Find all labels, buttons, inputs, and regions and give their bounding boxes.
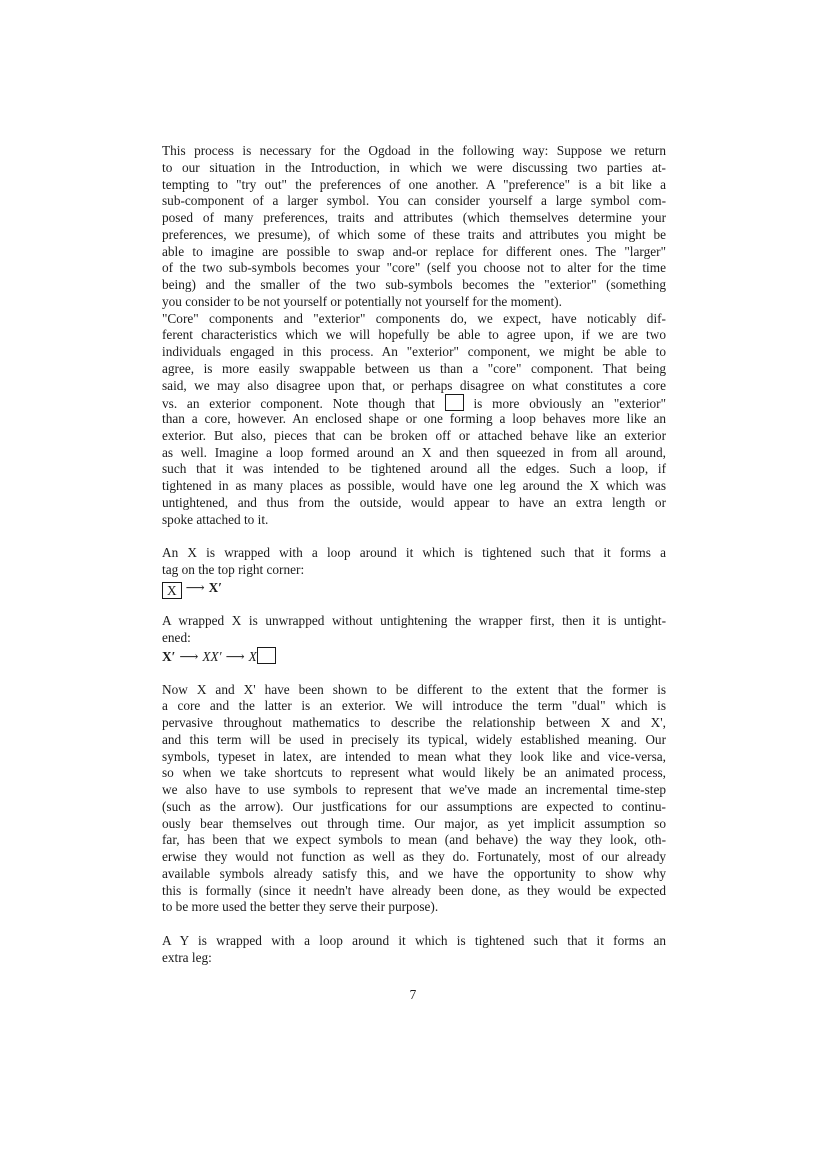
text-line: able to imagine are possible to swap and-or replace for different ones. The "larger" [162, 243, 666, 259]
text-line: than a core, however. An enclosed shape or one forming a loop behaves more like an [162, 411, 666, 426]
text-line: as well. Imagine a loop formed around an X and then squeezed in from all around, [162, 444, 666, 460]
text-line: ferent characteristics which we will hopefully be able to agree upon, if we are two [162, 327, 666, 343]
text-line: far, has been that we expect symbols to mean (and behave) the way they look, oth- [162, 832, 666, 848]
text-line: An X is wrapped with a loop around it which is tightened such that it forms a [162, 545, 666, 560]
equation-x-wrap [162, 579, 666, 597]
text-after-box: is more obviously an "exterior" [473, 396, 667, 412]
text-line: you consider to be not yourself or potentially not yourself for the moment). [162, 293, 562, 309]
equation-x-unwrap [162, 647, 666, 665]
text-line: Now X and X' have been shown to be different to the extent that the former is [162, 681, 666, 697]
text-line: tightened in as many places as possible, would have one leg around the X which was [162, 478, 666, 493]
text-line: spoke attached to it. [162, 511, 269, 527]
empty-box-symbol [445, 394, 464, 411]
x-prime-symbol: X′ [162, 648, 176, 664]
text-line: to be more used the better they serve their purpose). [162, 899, 439, 915]
page-number: 7 [409, 987, 417, 1002]
paragraph-y-wrapped [162, 933, 666, 967]
text-line: exterior. But also, pieces that can be broken off or attached behave like an exterior [162, 427, 666, 443]
long-right-arrow: ⟶ [179, 648, 199, 664]
text-line: This process is necessary for the Ogdoad in the following way: Suppose we return [162, 143, 666, 158]
text-line: ened: [162, 630, 191, 645]
text-line: erwise they would not function as well as they do. Fortunately, most of our already [162, 849, 666, 864]
text-line-with-box [162, 394, 666, 411]
long-right-arrow: ⟶ [225, 648, 245, 664]
text-line: extra leg: [162, 949, 212, 965]
paragraph-core-exterior [162, 311, 666, 529]
text-line: this is formally (since it needn't have already been done, as they would be expected [162, 882, 666, 898]
text-line: individuals engaged in this process. An "exterior" component, we might be able to [162, 344, 666, 359]
text-before-box: vs. an exterior component. Note though that [162, 396, 435, 412]
text-line: being) and the smaller of the two sub-symbols becomes the "exterior" (something [162, 277, 666, 292]
text-line: ously bear themselves out through time. Our major, as yet implicit assumption so [162, 815, 666, 831]
text-line: available symbols already satisfy this, and we have the opportunity to show why [162, 865, 666, 881]
text-line: of the two sub-symbols becomes your "core" (self you choose not to alter for the time [162, 260, 666, 276]
text-line: we also have to use symbols to represent that we've made an incremental time-step [162, 782, 666, 797]
paragraph-x-unwrapped [162, 613, 666, 647]
text-line: said, we may also disagree upon that, or perhaps disagree on what constitutes a core [162, 377, 666, 393]
paragraph-x-wrapped [162, 545, 666, 579]
text-line: A Y is wrapped with a loop around it which is tightened such that it forms an [162, 932, 666, 948]
text-line: and this term will be used in precisely its typical, widely established meaning. Our [162, 731, 666, 747]
text-line: tempting to "try out" the preferences of one another. A "preference" is a bit like a [162, 176, 666, 192]
text-line: "Core" components and "exterior" components do, we expect, have noticably dif- [162, 310, 666, 326]
paragraph-dual [162, 682, 666, 917]
text-line: to our situation in the Introduction, in which we were discussing two parties at- [162, 159, 666, 175]
page-body [162, 143, 666, 966]
text-line: agree, is more easily swappable between us than a "core" component. That being [162, 360, 666, 376]
text-line: A wrapped X is unwrapped without untightening the wrapper first, then it is untight- [162, 613, 666, 629]
text-line: posed of many preferences, traits and attributes (which themselves determine your [162, 210, 666, 225]
text-line: tag on the top right corner: [162, 561, 305, 577]
text-line: a core and the latter is an exterior. We will introduce the term "dual" which is [162, 698, 666, 714]
x-prime-symbol: X′ [208, 579, 223, 595]
text-line: such that it was intended to be tightened around all the edges. Such a loop, if [162, 461, 666, 477]
text-line: sub-component of a larger symbol. You can consider yourself a large symbol com- [162, 193, 666, 209]
xx-prime-symbol: XX′ [202, 648, 222, 664]
text-line: so when we take shortcuts to represent what would likely be an animated process, [162, 765, 666, 781]
text-line: (such as the arrow). Our justfications for our assumptions are expected to continu- [162, 798, 666, 814]
text-line: symbols, typeset in latex, are intended to mean what they look like and vice-versa, [162, 748, 666, 764]
long-right-arrow: ⟶ [185, 579, 205, 595]
empty-box-symbol [257, 647, 276, 664]
paragraph-ogdoad-process [162, 143, 666, 311]
text-line: untightened, and thus from the outside, would appear to have an extra length or [162, 494, 666, 510]
text-line: pervasive throughout mathematics to describe the relationship between X and X', [162, 715, 666, 730]
text-line: preferences, we presume), of which some of these traits and attributes you might be [162, 226, 666, 242]
boxed-x-symbol: X [162, 582, 182, 599]
x-symbol: X [248, 648, 257, 664]
